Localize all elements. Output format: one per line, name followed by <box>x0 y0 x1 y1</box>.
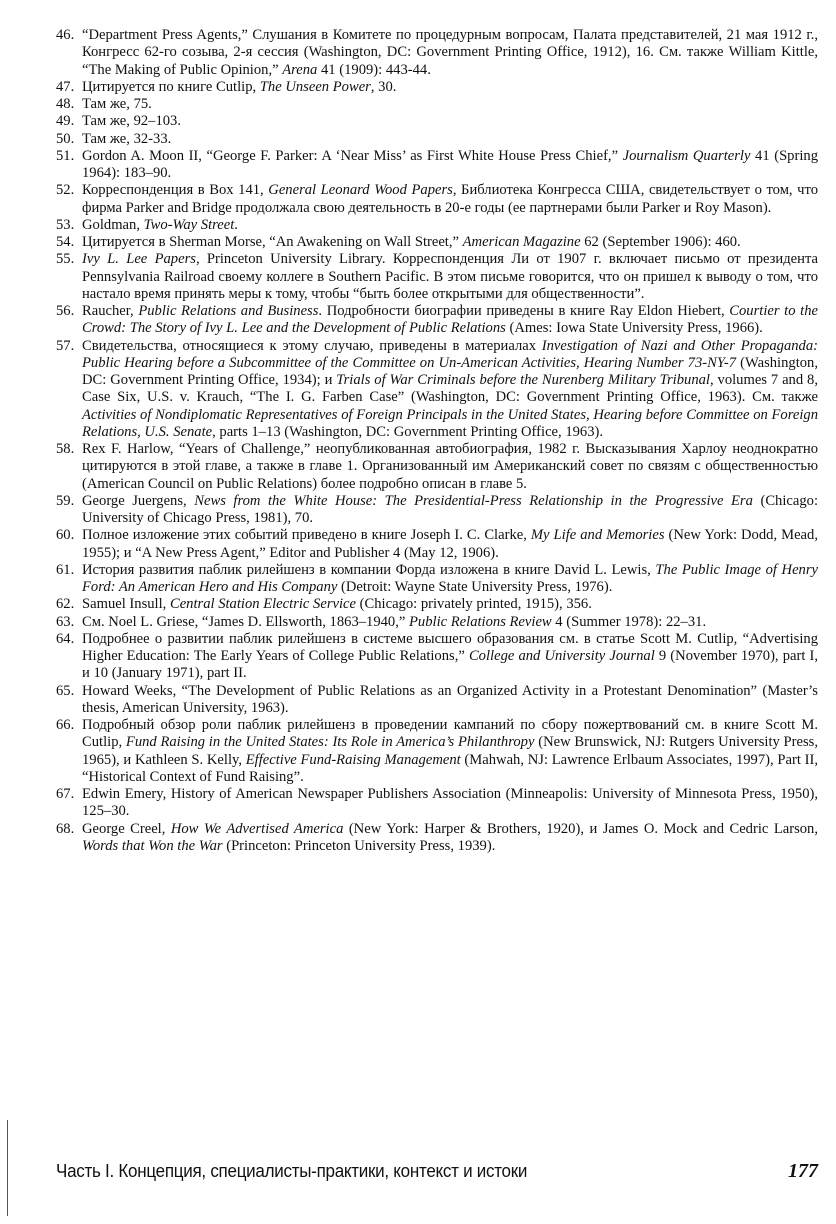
endnote <box>56 131 818 148</box>
endnote-italic-title: The Unseen Power <box>259 78 371 95</box>
endnote-italic-title: The Public Image of Henry Ford: An American Hero and His Company <box>82 561 819 595</box>
endnote-number: 61. <box>56 561 75 578</box>
endnote <box>56 79 818 96</box>
endnote-text-run: (Princeton: Princeton University Press, 1939). <box>222 837 496 854</box>
endnote-text-run: Howard Weeks, “The Development of Public Relations as an Organized Activity in a Protestant Denomination” (Master’s thesis, American University, 1963). <box>82 682 818 716</box>
endnote <box>56 493 818 528</box>
endnote-number: 56. <box>56 303 75 319</box>
endnote-text <box>82 717 818 786</box>
endnote-text-run: 4 (Summer 1978): 22–31. <box>551 613 707 630</box>
endnote <box>56 717 818 786</box>
endnote-text-run: 41 (1909): 443-44. <box>317 61 431 78</box>
endnote-text-run: (Ames: Iowa State University Press, 1966). <box>505 320 763 337</box>
endnote-italic-title: My Life and Memories <box>530 527 665 544</box>
endnote-number: 52. <box>56 182 75 199</box>
endnote-text <box>82 303 818 338</box>
page-footer <box>56 1160 818 1184</box>
endnote-italic-title: Arena <box>282 61 318 78</box>
endnote-text-run: Свидетельства, относящиеся к этому случаю, приведены в материалах <box>82 337 542 354</box>
endnote-number: 48. <box>56 96 75 112</box>
endnote <box>56 441 818 493</box>
endnote-number: 67. <box>56 786 75 802</box>
endnote-italic-title: General Leonard Wood Papers <box>268 182 453 199</box>
endnote-italic-title: News from the White House: The Presidential-Press Relationship in the Progressive Era <box>194 492 753 509</box>
endnote-text-run: George Creel, <box>82 820 171 837</box>
endnote-number: 68. <box>56 820 75 837</box>
endnote-text-run: (New Brunswick, NJ: Rutgers University Press, 1965), и Kathleen S. Kelly, <box>82 734 819 768</box>
endnote-italic-title: Public Relations and Business <box>138 303 319 319</box>
endnote-text <box>82 562 818 597</box>
endnote-text-run: (Chicago: privately printed, 1915), 356. <box>356 596 592 613</box>
endnote-text-run: , Princeton University Library. Корреспонденция Ли от 1907 г. включает письмо от президента Pennsylvania Railroad своему коллеге в Southern Pacific. В этом письме говорится, что он пришел к выводу о том, что настало время принять меры к тому, чтобы “быть более открытыми для общественности”. <box>82 251 818 302</box>
endnote-text <box>82 251 818 303</box>
endnote-text-run: . Подробности биографии приведены в книге Ray Eldon Hiebert, <box>318 303 730 319</box>
endnote-italic-title: How We Advertised America <box>170 820 344 837</box>
endnote-text <box>82 217 818 234</box>
endnote-text-run: См. Noel L. Griese, “James D. Ellsworth, 1863–1940,” <box>82 613 409 630</box>
endnote-text-run: Raucher, <box>82 303 139 319</box>
endnote-italic-title: Fund Raising in the United States: Its Role in America’s Philanthropy <box>125 734 535 751</box>
endnote-text-run: , 30. <box>370 78 397 95</box>
endnote-text-run: . <box>234 216 238 233</box>
endnote <box>56 596 818 613</box>
endnote-text <box>82 683 818 718</box>
endnote-number: 63. <box>56 613 75 630</box>
endnote-text-run: , parts 1–13 (Washington, DC: Government Printing Office, 1963). <box>212 423 604 440</box>
endnote-text <box>82 148 818 183</box>
endnote-text-run: (Washington, DC: Government Printing Office, 1934); и <box>82 354 818 388</box>
endnote-text-run: Там же, 92–103. <box>82 113 182 130</box>
endnote-text-run: Там же, 75. <box>82 96 152 112</box>
endnote <box>56 234 818 251</box>
endnote-text-run: Полное изложение этих событий приведено в книге Joseph I. C. Clarke, <box>82 527 531 544</box>
endnote-text <box>82 338 818 442</box>
endnote <box>56 527 818 562</box>
endnote-text <box>82 131 818 148</box>
endnote-italic-title: Activities of Nondiplomatic Representatives of Foreign Principals in the United States, Hearing before Committee on Foreign Relations, U.S. Senate <box>82 406 818 440</box>
endnote-number: 46. <box>56 27 75 43</box>
endnote-text <box>82 79 818 96</box>
endnote-text-run: Корреспонденция в Box 141, <box>82 182 269 199</box>
endnote-number: 54. <box>56 234 75 250</box>
endnote-number: 66. <box>56 717 75 733</box>
endnote-number: 60. <box>56 527 75 544</box>
endnote <box>56 27 818 79</box>
running-footer-title: Часть I. Концепция, специалисты-практики, контекст и истоки <box>56 1160 528 1181</box>
endnote <box>56 303 818 338</box>
endnote-text <box>82 596 818 613</box>
endnote-text-run: Подробный обзор роли паблик рилейшенз в проведении кампаний по сбору пожертвований см. в книге Scott M. Cutlip, <box>82 717 818 751</box>
endnote-text-run: (New York: Harper & Brothers, 1920), и James O. Mock and Cedric Larson, <box>343 820 818 837</box>
endnote-text <box>82 786 818 821</box>
endnote <box>56 338 818 442</box>
endnote-text <box>82 527 818 562</box>
endnote-text-run: Samuel Insull, <box>82 596 170 613</box>
endnote-text <box>82 234 818 251</box>
endnote-text-run: 62 (September 1906): 460. <box>580 234 741 250</box>
endnote-text <box>82 631 818 683</box>
endnote-text <box>82 113 818 130</box>
endnote-text-run: Goldman, <box>82 216 144 233</box>
endnote-number: 65. <box>56 682 75 699</box>
endnote-number: 64. <box>56 630 75 647</box>
endnote <box>56 182 818 217</box>
endnote-text-run: Gordon A. Moon II, “George F. Parker: A ‘Near Miss’ as First White House Press Chief,” <box>82 147 623 164</box>
endnote-italic-title: College and University Journal <box>468 648 655 664</box>
endnote-text-run: Цитируется в Sherman Morse, “An Awakening on Wall Street,” <box>82 234 463 250</box>
endnotes-list <box>56 27 818 855</box>
endnote-text-run: (Mahwah, NJ: Lawrence Erlbaum Associates, 1997), Part II, “Historical Context of Fund Raising”. <box>82 751 819 785</box>
endnote-number: 51. <box>56 147 75 164</box>
endnote-text-run: (Detroit: Wayne State University Press, 1976). <box>337 579 613 595</box>
endnote-text <box>82 493 818 528</box>
endnote-text-run: Там же, 32-33. <box>82 130 172 147</box>
endnote <box>56 148 818 183</box>
endnote-text <box>82 441 818 493</box>
endnote-text-run: (New York: Dodd, Mead, 1955); и “A New Press Agent,” Editor and Publisher 4 (May 12, 1906). <box>82 527 818 561</box>
endnote <box>56 562 818 597</box>
endnote-number: 55. <box>56 251 75 268</box>
endnote <box>56 217 818 234</box>
endnote-text-run: Rex F. Harlow, “Years of Challenge,” неопубликованная автобиография, 1982 г. Высказывания Харлоу неоднократно цитируются в этой главе, а также в главе 1. Организованный им Американский совет по связям с общественностью (American Council on Public Relations) более подробно описан в главе 5. <box>82 441 818 492</box>
endnote-text-run: , volumes 7 and 8, Case Six, U.S. v. Krauch, “The I. G. Farben Case” (Washington, DC: Government Printing Office, 1963). См. также <box>82 372 818 406</box>
endnote-text <box>82 821 818 856</box>
endnote <box>56 113 818 130</box>
endnote-text-run: 41 (Spring 1964): 183–90. <box>82 147 818 181</box>
endnote-italic-title: Words that Won the War <box>82 837 223 854</box>
endnote-italic-title: Ivy L. Lee Papers <box>82 251 196 268</box>
scan-edge-line <box>7 1120 8 1216</box>
endnote-italic-title: Courtier to the Crowd: The Story of Ivy L. Lee and the Development of Public Relations <box>82 303 818 337</box>
endnote-text <box>82 614 818 631</box>
endnote-text-run: George Juergens, <box>82 492 195 509</box>
page-number: 177 <box>788 1160 818 1182</box>
endnote-number: 57. <box>56 337 75 354</box>
endnote-text <box>82 96 818 113</box>
endnote-text-run: Цитируется по книге Cutlip, <box>82 78 260 95</box>
endnote-text-run: (Chicago: University of Chicago Press, 1981), 70. <box>82 492 819 526</box>
endnote-number: 62. <box>56 596 75 613</box>
endnote-number: 58. <box>56 441 75 457</box>
endnote-text-run: 9 (November 1970), part I, и 10 (January 1971), part II. <box>82 648 819 682</box>
endnote <box>56 96 818 113</box>
endnote-text-run: , Библиотека Конгресса США, свидетельствует о том, что фирма Parker and Bridge продолжала свою деятельность в 20-е годы (ее партнерами были Parker и Roy Mason). <box>82 182 818 216</box>
endnote-italic-title: Central Station Electric Service <box>169 596 356 613</box>
endnote <box>56 614 818 631</box>
endnote-italic-title: Public Relations Review <box>409 613 552 630</box>
endnote-italic-title: Investigation of Nazi and Other Propaganda: Public Hearing before a Subcommittee of the Committee on Un-American Activities, Hearing Number 73-NY-7 <box>82 337 818 371</box>
endnote-text-run: “Department Press Agents,” Слушания в Комитете по процедурным вопросам, Палата представителей, 21 мая 1912 г., Конгресс 62-го созыва, 2-я сессия (Washington, DC: Government Printing Office, 1912), 16. См. также William Kittle, “The Making of Public Opinion,” <box>82 27 818 78</box>
endnote-italic-title: Effective Fund-Raising Management <box>245 751 461 768</box>
endnote <box>56 683 818 718</box>
endnote-italic-title: Two-Way Street <box>143 216 235 233</box>
endnote <box>56 821 818 856</box>
endnote-italic-title: Trials of War Criminals before the Nurenberg Military Tribunal <box>336 372 710 388</box>
endnote-text-run: Подробнее о развитии паблик рилейшенз в системе высшего образования см. в статье Scott M. Cutlip, “Advertising Higher Education: The Early Years of College Public Relations,” <box>82 630 818 664</box>
endnote-italic-title: Journalism Quarterly <box>622 147 751 164</box>
endnote <box>56 631 818 683</box>
endnote-text-run: Edwin Emery, History of American Newspaper Publishers Association (Minneapolis: University of Minnesota Press, 1950), 125–30. <box>82 786 818 820</box>
endnote-text-run: История развития паблик рилейшенз в компании Форда изложена в книге David L. Lewis, <box>82 561 656 578</box>
endnote-number: 47. <box>56 78 75 95</box>
endnote-number: 50. <box>56 130 75 147</box>
endnote-text <box>82 27 818 79</box>
endnote-text <box>82 182 818 217</box>
endnote <box>56 251 818 303</box>
endnote-italic-title: American Magazine <box>462 234 581 250</box>
endnote-number: 59. <box>56 492 75 509</box>
endnote-number: 53. <box>56 216 75 233</box>
endnote <box>56 786 818 821</box>
endnote-number: 49. <box>56 113 75 130</box>
